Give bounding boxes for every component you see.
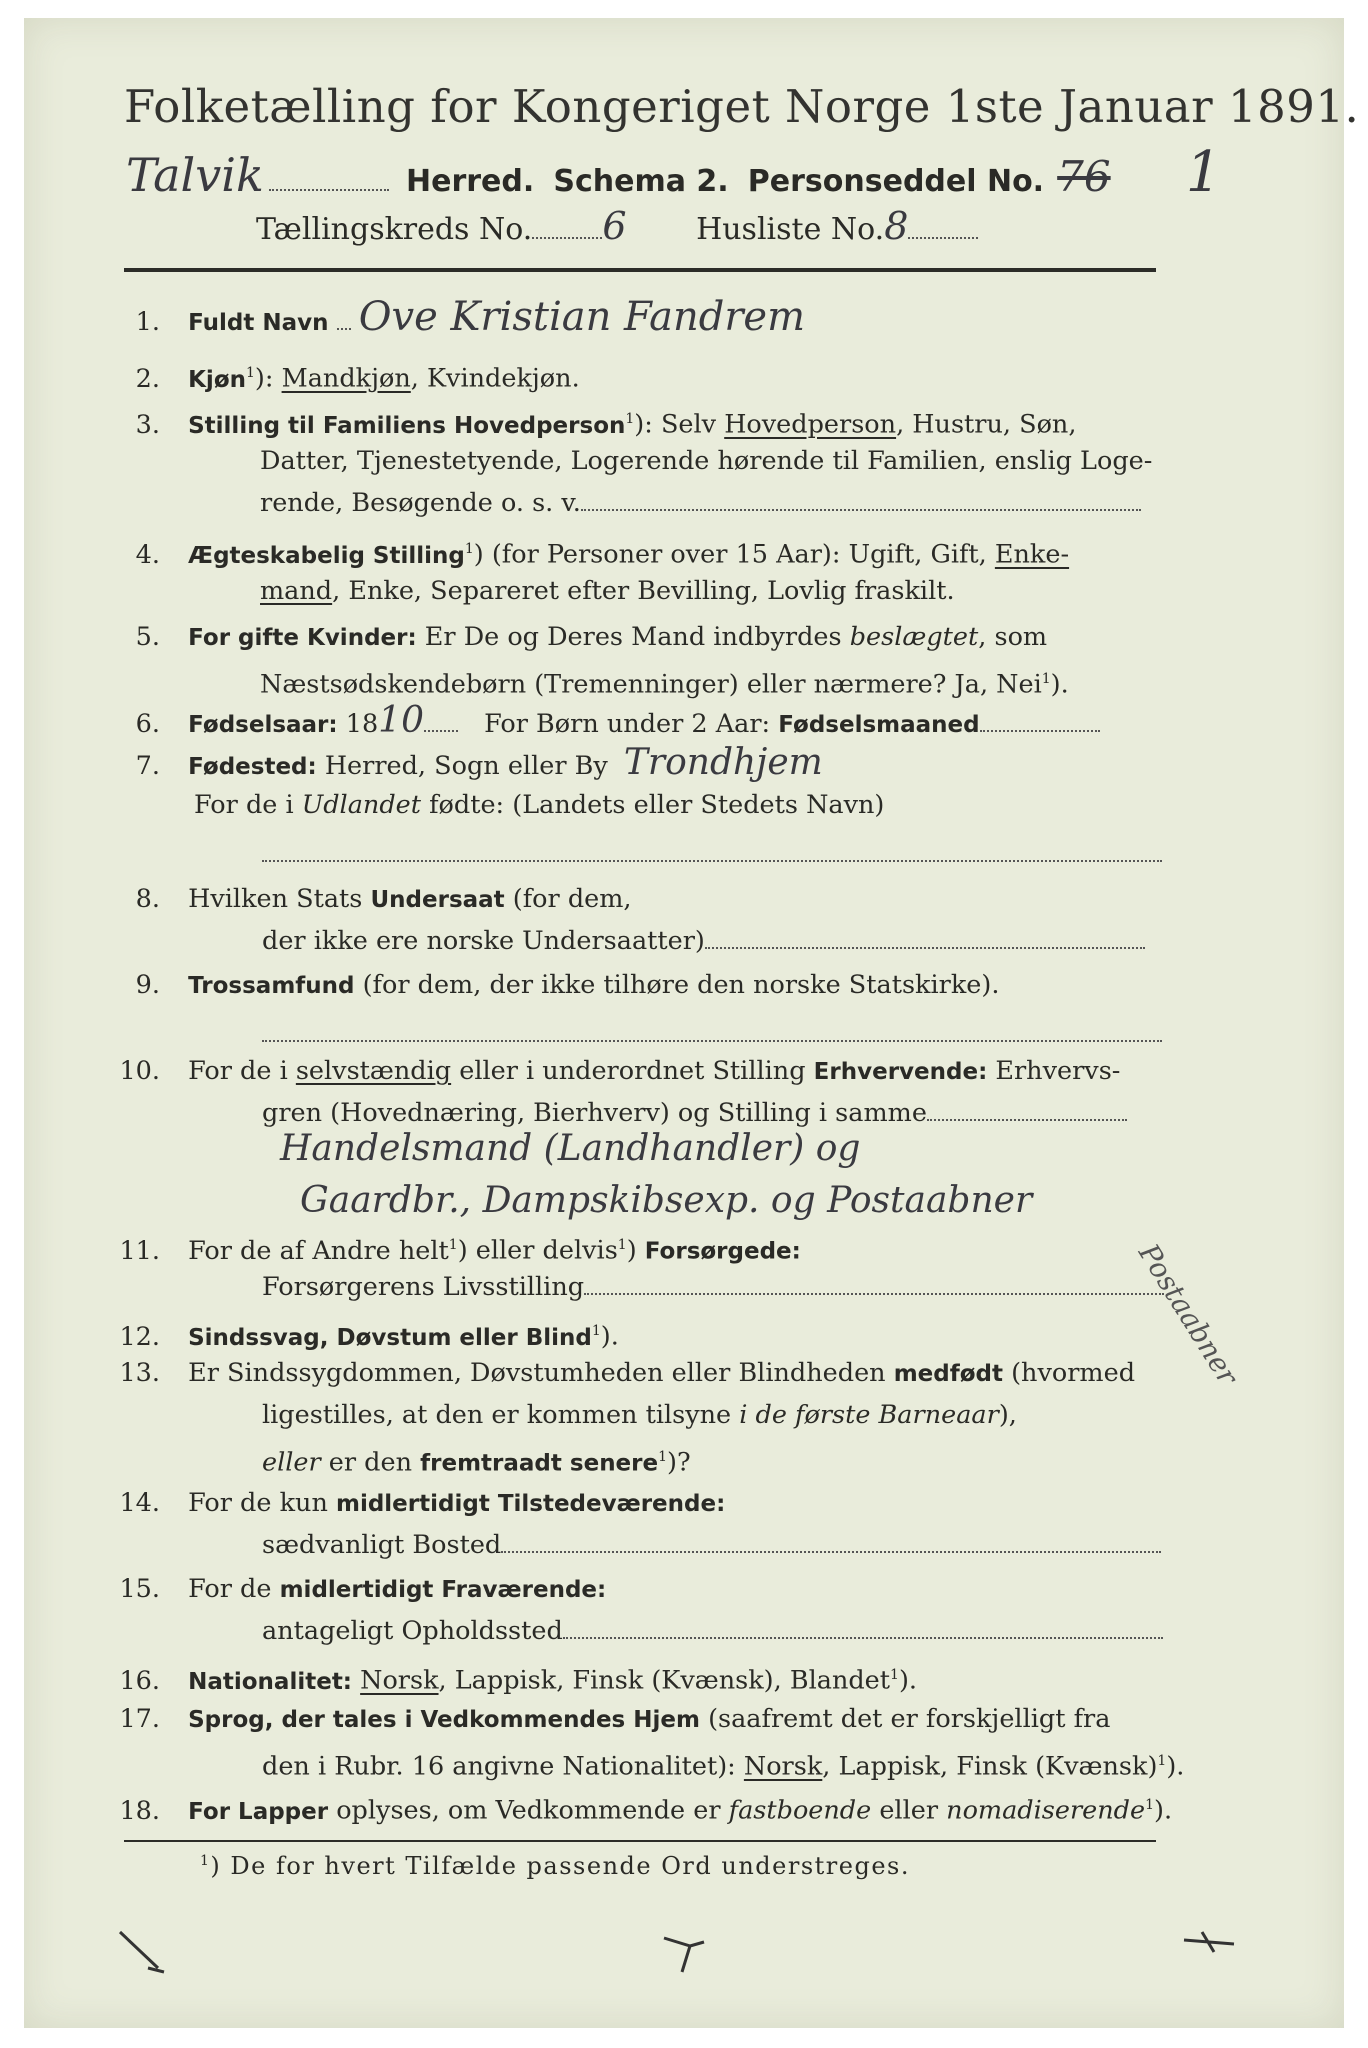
herred-line [126,140,1221,205]
item-number: 15. [119,1574,160,1604]
husliste-label: Husliste No. [696,212,885,247]
language-norsk: Norsk [743,1751,823,1782]
text: Udlandet [301,790,421,820]
item-number: 12. [119,1321,160,1352]
item-number: 4. [135,539,160,570]
item-13-line2 [262,1398,1017,1432]
footnote-mark: 1 [625,411,635,427]
item-11-line2 [262,1270,1164,1304]
text: ). [1154,1795,1173,1826]
text: oplyses, om Vedkommende er [336,1795,721,1826]
dotted-leader [705,927,1145,949]
item-4 [100,532,1069,573]
sex-option-male: Mandkjøn [281,363,411,394]
nationality-label: Nationalitet: [188,1668,353,1695]
item-8-line2 [262,924,1145,958]
text: ) eller delvis [457,1235,618,1266]
dotted-leader [581,489,1141,511]
occupation-label: Erhvervende: [813,1059,988,1085]
subject-label: Undersaat [370,887,505,913]
text: For de af Andre helt [188,1235,449,1266]
text: , Hustru, Søn, [896,409,1077,440]
birth-month-label: Fødselsmaaned [778,712,980,738]
corner-mark-icon [1180,1928,1240,1968]
temporary-absent-label: midlertidigt Fraværende: [279,1577,607,1603]
text: der ikke ere norske Undersaatter) [262,926,705,956]
text: Er Sindssygdommen, Døvstumheden eller Blindheden [188,1358,886,1388]
text: eller [262,1447,321,1478]
text: ). [898,1665,918,1696]
disability-label: Sindssvag, Døvstum eller Blind [188,1324,592,1351]
item-10-line2 [262,1096,1127,1130]
item-3-line2: Datter, Tjenestetyende, Logerende hørende til Familien, enslig Loge- [260,446,1153,476]
occupation-value-line1: Handelsmand (Landhandler) og [280,1128,861,1169]
item-10 [100,1054,1120,1089]
full-name-value: Ove Kristian Fandrem [358,294,806,340]
header-rule [124,268,1156,272]
dotted-leader [424,710,458,732]
text: (for dem, der ikke tilhøre den norske Statskirke). [362,970,1000,1000]
text: Herred, Sogn eller By [324,751,608,781]
birthplace-label: Fødested: [188,754,317,780]
item-number: 1. [135,307,160,337]
corner-mark-icon [118,1928,178,1978]
herred-handwritten: Talvik [126,148,264,202]
dotted-leader [908,217,978,239]
item-number: 17. [119,1704,160,1734]
personseddel-number: 76 [1057,152,1111,201]
text: , Lappisk, Finsk (Kvænsk), Blandet [438,1665,891,1696]
husliste-value: 8 [884,204,909,248]
item-number: 2. [135,363,160,394]
footnote-mark: 1 [890,1667,899,1683]
text: ). [1166,1751,1185,1782]
text: Hvilken Stats [188,884,363,914]
kreds-label: Tællingskreds No. [256,212,533,247]
text: eller [879,1795,939,1826]
item-3-line3 [260,486,1141,520]
marital-widower-cont: mand [260,576,333,606]
item-17 [100,1702,1110,1737]
footnote-mark: 1 [658,1449,668,1465]
sex-label: Kjøn [188,366,246,393]
birth-year-prefix: 18 [345,709,379,739]
text: rende, Besøgende o. s. v. [260,488,581,518]
dotted-leader [262,1020,1162,1042]
text: nomadiserende [946,1795,1146,1826]
nationality-norsk: Norsk [360,1665,439,1696]
text: ), [998,1400,1017,1430]
full-name-label: Fuldt Navn [188,310,329,336]
footnote-mark: 1 [464,541,474,557]
text: (hvormed [1011,1358,1136,1388]
text: eller i underordnet Stilling [459,1056,806,1086]
text: i de første Barneaar [739,1400,999,1430]
dotted-leader [337,308,351,330]
form-title: Folketælling for Kongeriget Norge 1ste Januar 1891. [124,80,1360,133]
item-1 [100,294,806,340]
text: (saafremt det er forskjelligt fra [708,1704,1111,1734]
item-12 [100,1314,619,1355]
footnote-mark: 1 [1157,1753,1167,1769]
item-3 [100,402,1076,443]
footnote-mark: 1 [448,1237,458,1253]
item-15 [100,1572,606,1607]
item-5 [100,620,1047,655]
text: ). [1050,669,1069,700]
footer-rule [124,1840,1156,1842]
text: fødte: (Landets eller Stedets Navn) [429,790,885,820]
text: er den [328,1447,413,1478]
text: For de i [194,790,294,820]
text: Næstsødskendebørn (Tremenninger) eller nærmere? Ja, Nei [260,669,1042,700]
item-number: 9. [135,970,160,1000]
occupation-value-line2: Gaardbr., Dampskibsexp. og Postaabner [300,1180,1033,1221]
punct: , [410,363,419,394]
married-women-label: For gifte Kvinder: [188,625,417,651]
item-7-line2 [194,788,884,822]
item-11 [100,1228,801,1269]
birth-year-label: Fødselsaar: [188,712,338,738]
kreds-value: 6 [602,204,627,248]
item-13-line3 [262,1440,691,1481]
position-label: Stilling til Familiens Hovedperson [188,412,626,439]
text: beslægtet [849,622,979,652]
religion-label: Trossamfund [188,973,355,999]
dotted-leader [980,710,1100,732]
item-7 [100,742,823,784]
lapp-label: For Lapper [188,1798,329,1825]
later-onset-label: fremtraadt senere [420,1450,659,1477]
dotted-leader [269,169,389,191]
text: ): Selv [634,409,717,440]
footnote-mark: 1 [1041,671,1051,687]
item-number: 7. [135,751,160,781]
text: , Lappisk, Finsk (Kvænsk) [822,1751,1158,1782]
text: , Enke, Separeret efter Bevilling, Lovlig fraskilt. [332,576,955,606]
text: , som [978,622,1048,652]
independent-option: selvstændig [295,1056,452,1086]
item-6 [100,700,1100,742]
dotted-leader [927,1099,1127,1121]
item-16 [100,1658,917,1699]
footnote-mark: 1 [591,1323,601,1339]
position-hovedperson: Hovedperson [724,409,897,440]
personseddel-label: Personseddel No. [747,164,1045,199]
item-15-line2 [262,1614,1163,1648]
congenital-label: medfødt [893,1361,1003,1387]
item-number: 14. [119,1488,160,1518]
item-number: 10. [119,1056,160,1086]
text: ) [626,1235,637,1266]
item-17-line2 [262,1744,1184,1784]
dependents-label: Forsørgede: [644,1238,801,1265]
item-13 [100,1356,1135,1391]
kreds-line [256,204,978,248]
schema-label: Schema 2. [553,164,729,199]
item-18 [100,1788,1172,1829]
birth-year-value: 10 [378,700,424,741]
item-8 [100,882,632,917]
text: ). [600,1321,619,1352]
language-label: Sprog, der tales i Vedkommendes Hjem [188,1707,700,1733]
item-5-line2 [260,662,1069,702]
item-number: 16. [119,1665,160,1696]
dotted-leader [262,840,1162,862]
footnote-mark: 1 [246,365,255,381]
footnote-text: ) De for hvert Tilfælde passende Ord understreges. [210,1852,910,1880]
item-number: 6. [135,709,160,739]
item-number: 3. [135,409,160,440]
item-number: 11. [119,1235,160,1266]
text: For Børn under 2 Aar: [484,709,771,739]
marital-label: Ægteskabelig Stilling [188,542,465,569]
text: For de i [188,1056,288,1086]
text: sædvanligt Bosted [262,1530,502,1560]
margin-note: Postaabner [1132,1238,1245,1391]
text: (for dem, [512,884,632,914]
text: gren (Hovednæring, Bierhverv) og Stilling i samme [262,1098,927,1128]
marital-widower: Enke- [994,539,1070,570]
punct: ): [254,363,274,394]
item-14-line2 [262,1528,1161,1562]
footnote-mark: 1 [1145,1797,1154,1813]
dotted-leader [501,1531,1161,1553]
text: )? [667,1447,691,1478]
item-14 [100,1486,725,1521]
footnote-mark: 1 [200,1853,211,1869]
sex-option-female: Kvindekjøn. [427,363,580,394]
item-number: 5. [135,622,160,652]
dotted-leader [563,1617,1163,1639]
text: fastboende [728,1795,872,1826]
text: For de kun [188,1488,328,1518]
item-number: 18. [119,1795,160,1826]
text: For de [188,1574,272,1604]
corner-mark-icon [660,1932,710,1982]
temporary-present-label: midlertidigt Tilstedeværende: [335,1491,726,1517]
text: ligestilles, at den er kommen tilsyne [262,1400,732,1430]
herred-label: Herred. [406,164,535,199]
item-9 [100,968,999,1003]
text: Erhvervs- [995,1056,1121,1086]
item-4-line2 [260,574,955,608]
text: Forsørgerens Livsstilling [262,1272,585,1302]
text: ) (for Personer over 15 Aar): Ugift, Gift, [473,539,987,570]
text: Er De og Deres Mand indbyrdes [424,622,842,652]
personseddel-extra: 1 [1185,140,1222,205]
footnote-mark: 1 [617,1237,627,1253]
dotted-leader [584,1273,1164,1295]
birthplace-value: Trondhjem [623,742,823,783]
dotted-leader [532,217,602,239]
item-number: 8. [135,884,160,914]
footnote [200,1852,910,1880]
text: antageligt Opholdssted [262,1616,563,1646]
item-2 [100,356,580,397]
item-number: 13. [119,1358,160,1388]
text: den i Rubr. 16 angivne Nationalitet): [262,1751,736,1782]
